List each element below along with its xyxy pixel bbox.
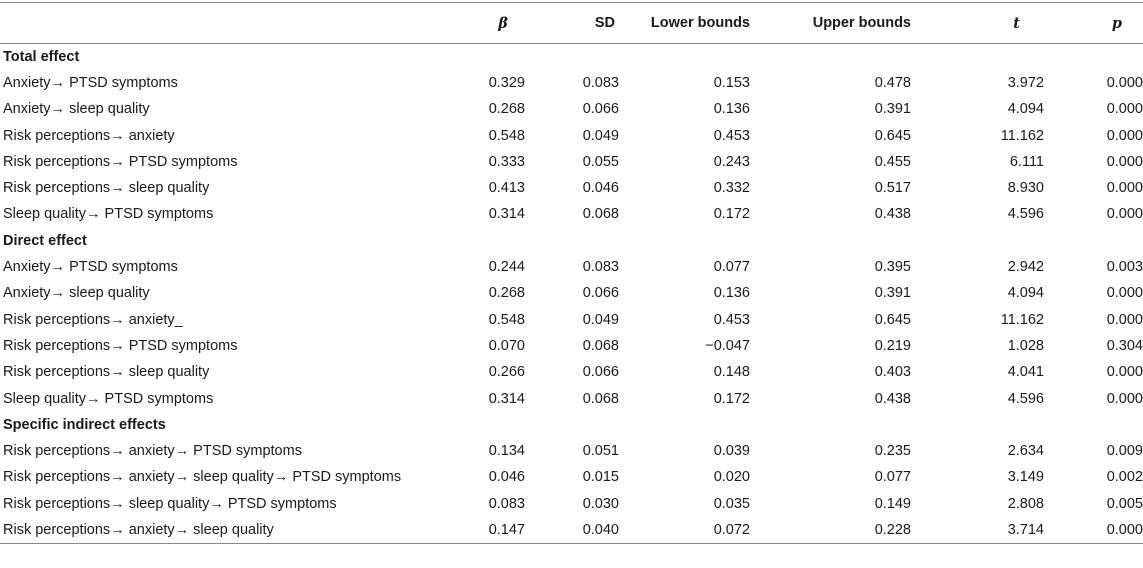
cell-label: Risk perceptions→ anxiety→ sleep quality→ PTSD symptoms: [3, 469, 402, 486]
cell-upper: 0.395: [874, 259, 911, 276]
cell-lower: 0.035: [713, 495, 750, 512]
cell-sd: 0.049: [582, 127, 619, 144]
cell-t: 3.972: [1007, 74, 1044, 91]
header-p-text: p: [1111, 14, 1122, 32]
cell-label: Sleep quality→ PTSD symptoms: [3, 206, 214, 223]
cell-label: Risk perceptions→ anxiety→ PTSD symptoms: [3, 443, 302, 460]
cell-label: Risk perceptions→ sleep quality: [3, 364, 210, 381]
cell-sd: 0.083: [582, 259, 619, 276]
cell-beta: 0.329: [488, 74, 525, 91]
cell-label: Anxiety→ PTSD symptoms: [3, 259, 178, 276]
cell-label: Risk perceptions→ sleep quality→ PTSD symptoms: [3, 495, 337, 512]
table-row: [0, 175, 1143, 201]
cell-beta: 0.314: [488, 390, 525, 407]
section-header-row: [0, 228, 1143, 254]
cell-label: Risk perceptions→ PTSD symptoms: [3, 153, 238, 170]
cell-lower: 0.072: [619, 517, 750, 543]
table-row: [0, 517, 1143, 543]
cell-t: 1.028: [1007, 337, 1044, 354]
cell-lower: 0.453: [713, 127, 750, 144]
cell-p: 0.000: [1106, 390, 1143, 407]
cell-label: Risk perceptions→ anxiety→ sleep quality: [0, 517, 469, 543]
cell-upper: 0.517: [874, 180, 911, 197]
results-table-container: [0, 2, 1143, 568]
cell-upper: 0.149: [874, 495, 911, 512]
cell-label: Risk perceptions→ sleep quality: [3, 180, 210, 197]
table-row: [0, 122, 1143, 148]
cell-beta: 0.046: [488, 469, 525, 486]
cell-upper: 0.438: [874, 390, 911, 407]
cell-p: 0.000: [1106, 127, 1143, 144]
header-upper-bounds: [750, 3, 911, 44]
cell-beta: 0.333: [488, 153, 525, 170]
cell-p: 0.000: [1106, 180, 1143, 197]
cell-beta: 0.548: [488, 311, 525, 328]
cell-beta: 0.134: [488, 443, 525, 460]
cell-lower: 0.453: [713, 311, 750, 328]
table-row: [0, 438, 1143, 464]
cell-label: Risk perceptions→ PTSD symptoms: [3, 337, 238, 354]
section-empty-cell: [525, 228, 619, 254]
cell-p: 0.000: [1106, 206, 1143, 223]
section-header-row: [0, 44, 1143, 70]
header-upper-text: Upper bounds: [812, 15, 911, 31]
cell-label: Risk perceptions→ anxiety_: [3, 311, 183, 328]
table-row: [0, 491, 1143, 517]
cell-beta: 0.083: [488, 495, 525, 512]
cell-t: 4.596: [1007, 206, 1044, 223]
cell-p: 0.000: [1106, 153, 1143, 170]
section-empty-cell: [619, 228, 750, 254]
cell-t: 2.634: [1007, 443, 1044, 460]
effects-table: [0, 2, 1143, 544]
cell-beta: 0.147: [469, 517, 525, 543]
cell-upper: 0.645: [874, 311, 911, 328]
cell-beta: 0.548: [488, 127, 525, 144]
cell-upper: 0.645: [874, 127, 911, 144]
table-row: [0, 254, 1143, 280]
cell-beta: 0.268: [488, 101, 525, 118]
header-label: [0, 3, 469, 44]
section-empty-cell: [750, 412, 911, 438]
section-empty-cell: [469, 228, 525, 254]
cell-label: Anxiety→ sleep quality: [3, 285, 150, 302]
cell-beta: 0.413: [488, 180, 525, 197]
cell-sd: 0.030: [582, 495, 619, 512]
section-empty-cell: [911, 44, 1044, 70]
table-row: [0, 359, 1143, 385]
section-empty-cell: [469, 44, 525, 70]
header-t: [911, 3, 1044, 44]
table-body: [0, 44, 1143, 544]
section-empty-cell: [750, 44, 911, 70]
header-sd-text: SD: [594, 15, 615, 31]
cell-lower: 0.153: [713, 74, 750, 91]
cell-upper: 0.438: [874, 206, 911, 223]
cell-p: 0.000: [1106, 364, 1143, 381]
cell-sd: 0.066: [582, 285, 619, 302]
cell-p: 0.304: [1106, 337, 1143, 354]
cell-lower: 0.136: [713, 285, 750, 302]
section-empty-cell: [1044, 44, 1143, 70]
cell-lower: 0.020: [713, 469, 750, 486]
section-empty-cell: [1044, 228, 1143, 254]
cell-p: 0.000: [1106, 285, 1143, 302]
cell-t: 3.149: [1007, 469, 1044, 486]
table-row: [0, 96, 1143, 122]
cell-sd: 0.068: [582, 206, 619, 223]
cell-sd: 0.055: [582, 153, 619, 170]
section-title: Direct effect: [3, 232, 87, 249]
header-beta: [469, 3, 525, 44]
cell-p: 0.003: [1106, 259, 1143, 276]
cell-lower: 0.332: [713, 180, 750, 197]
cell-p: 0.002: [1106, 469, 1143, 486]
cell-p: 0.009: [1106, 443, 1143, 460]
cell-sd: 0.040: [525, 517, 619, 543]
cell-upper: 0.391: [874, 285, 911, 302]
cell-beta: 0.314: [488, 206, 525, 223]
section-empty-cell: [525, 412, 619, 438]
cell-p: 0.000: [1106, 101, 1143, 118]
cell-lower: 0.148: [713, 364, 750, 381]
cell-lower: 0.243: [713, 153, 750, 170]
cell-label: Sleep quality→ PTSD symptoms: [3, 390, 214, 407]
section-title: Specific indirect effects: [3, 416, 166, 433]
cell-upper: 0.478: [874, 74, 911, 91]
header-sd: [525, 3, 619, 44]
table-header: [0, 3, 1143, 44]
section-empty-cell: [911, 228, 1044, 254]
table-row: [0, 149, 1143, 175]
cell-label: Anxiety→ sleep quality: [3, 101, 150, 118]
cell-sd: 0.051: [582, 443, 619, 460]
header-t-text: t: [1013, 14, 1020, 32]
table-row: [0, 464, 1143, 490]
cell-t: 4.094: [1007, 101, 1044, 118]
cell-beta: 0.244: [488, 259, 525, 276]
cell-t: 8.930: [1007, 180, 1044, 197]
cell-t: 6.111: [1009, 153, 1044, 170]
cell-sd: 0.066: [582, 364, 619, 381]
cell-lower: 0.039: [713, 443, 750, 460]
cell-upper: 0.219: [874, 337, 911, 354]
cell-t: 4.094: [1007, 285, 1044, 302]
table-row: [0, 280, 1143, 306]
section-empty-cell: [911, 412, 1044, 438]
header-row: [0, 3, 1143, 44]
cell-sd: 0.049: [582, 311, 619, 328]
table-row: [0, 201, 1143, 227]
cell-t: 11.162: [1000, 127, 1044, 144]
cell-upper: 0.455: [874, 153, 911, 170]
cell-t: 11.162: [1000, 311, 1044, 328]
cell-upper: 0.391: [874, 101, 911, 118]
cell-sd: 0.046: [582, 180, 619, 197]
cell-p: 0.000: [1044, 517, 1143, 543]
header-beta-text: β: [498, 14, 508, 32]
cell-lower: 0.136: [713, 101, 750, 118]
section-empty-cell: [1044, 412, 1143, 438]
section-empty-cell: [750, 228, 911, 254]
cell-lower: −0.047: [705, 337, 750, 354]
cell-beta: 0.268: [488, 285, 525, 302]
section-empty-cell: [469, 412, 525, 438]
header-lower-bounds: [619, 3, 750, 44]
cell-sd: 0.015: [582, 469, 619, 486]
cell-sd: 0.083: [582, 74, 619, 91]
cell-lower: 0.172: [713, 390, 750, 407]
cell-label: Risk perceptions→ anxiety: [3, 127, 175, 144]
table-row: [0, 306, 1143, 332]
cell-beta: 0.070: [488, 337, 525, 354]
table-row: [0, 333, 1143, 359]
cell-label: Anxiety→ PTSD symptoms: [3, 74, 178, 91]
cell-upper: 0.228: [750, 517, 911, 543]
cell-p: 0.000: [1106, 74, 1143, 91]
cell-t: 2.808: [1007, 495, 1044, 512]
cell-t: 4.041: [1007, 364, 1044, 381]
header-lower-text: Lower bounds: [650, 15, 750, 31]
cell-lower: 0.077: [713, 259, 750, 276]
cell-t: 2.942: [1007, 259, 1044, 276]
cell-upper: 0.235: [874, 443, 911, 460]
cell-t: 3.714: [911, 517, 1044, 543]
header-p: [1044, 3, 1143, 44]
cell-beta: 0.266: [488, 364, 525, 381]
section-title: Total effect: [3, 48, 80, 65]
section-empty-cell: [619, 44, 750, 70]
table-row: [0, 70, 1143, 96]
section-empty-cell: [619, 412, 750, 438]
cell-upper: 0.077: [874, 469, 911, 486]
table-row: [0, 385, 1143, 411]
cell-sd: 0.066: [582, 101, 619, 118]
cell-t: 4.596: [1007, 390, 1044, 407]
cell-lower: 0.172: [713, 206, 750, 223]
cell-sd: 0.068: [582, 390, 619, 407]
section-header-row: [0, 412, 1143, 438]
cell-p: 0.005: [1106, 495, 1143, 512]
section-empty-cell: [525, 44, 619, 70]
cell-p: 0.000: [1106, 311, 1143, 328]
cell-upper: 0.403: [874, 364, 911, 381]
cell-sd: 0.068: [582, 337, 619, 354]
